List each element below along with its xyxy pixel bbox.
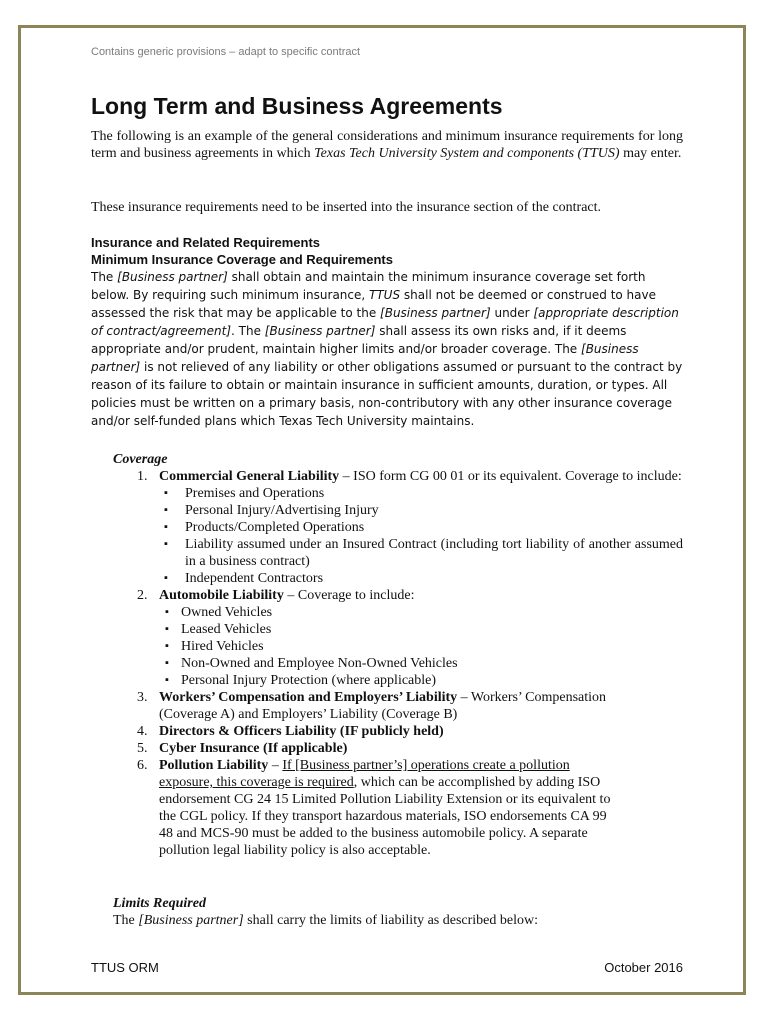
list-item: ▪ Personal Injury/Advertising Injury [159, 502, 683, 519]
list-item: ▪ Liability assumed under an Insured Contract (including tort liability of another assumed in a business contract) [159, 536, 683, 570]
footer-right: October 2016 [604, 960, 683, 975]
header-note: Contains generic provisions – adapt to specific contract [91, 46, 361, 58]
intro-note: These insurance requirements need to be inserted into the insurance section of the contract. [91, 200, 602, 215]
coverage-bullets [159, 485, 683, 587]
coverage-section [113, 451, 683, 859]
limits-heading: Limits Required [113, 896, 206, 911]
section-heading-insurance: Insurance and Related Requirements [91, 235, 321, 250]
list-item: ▪ Personal Injury Protection (where applicable) [159, 672, 683, 689]
list-item: ▪ Non-Owned and Employee Non-Owned Vehicles [159, 655, 683, 672]
section-heading-minimum: Minimum Insurance Coverage and Requirements [91, 252, 393, 267]
footer-left: TTUS ORM [91, 960, 159, 975]
coverage-item: 2. Automobile Liability – Coverage to include: ▪ Owned Vehicles ▪ Leased Vehicles ▪ Hired Vehicles ▪ Non-Owned and Employee Non-Owned Vehicles ▪ Personal Injury Protection (where applicable) [113, 587, 683, 689]
requirements-paragraph: The [Business partner] shall obtain and maintain the minimum insurance coverage set forth below. By requiring such minimum insurance, TTUS shall not be deemed or construed to have assessed the risk that may be applicable to the [Business partner] under [appropriate description of contract/agreement]. The [Business partner] shall assess its own risks and, if it deems appropriate and/or prudent, maintain higher limits and/or broader coverage. The [Business partner] is not relieved of any liability or other obligations assumed or pursuant to the contract by reason of its failure to obtain or maintain insurance in sufficient amounts, duration, or types. All policies must be written on a primary basis, non-contributory with any other insurance coverage and/or self-funded plans which Texas Tech University maintains. [91, 270, 683, 428]
coverage-item: 5. Cyber Insurance (If applicable) [137, 741, 348, 756]
limits-section [113, 895, 683, 929]
list-item: ▪ Owned Vehicles [159, 604, 683, 621]
coverage-item: 6. Pollution Liability – If [Business partner’s] operations create a pollution exposure, this coverage is required, which can be accomplished by adding ISO endorsement CG 24 15 Limited Pollution Liability Extension or its equivalent to the CGL policy. If they transport hazardous materials, ISO endorsements CA 99 48 and MCS-90 must be added to the business automobile policy. A separate pollution legal liability policy is also acceptable. [137, 758, 611, 858]
intro-paragraph: The following is an example of the general considerations and minimum insurance requirements for long term and business agreements in which Texas Tech University System and components (TTUS) may enter. [91, 129, 683, 161]
document-page [91, 0, 683, 1024]
list-item: ▪ Independent Contractors [159, 570, 683, 587]
coverage-item: 4. Directors & Officers Liability (IF publicly held) [137, 724, 444, 739]
list-item: ▪ Leased Vehicles [159, 621, 683, 638]
coverage-list [113, 468, 683, 859]
coverage-item: 3. Workers’ Compensation and Employers’ Liability – Workers’ Compensation (Coverage A) and Employers’ Liability (Coverage B) [137, 690, 607, 722]
coverage-item: 1. Commercial General Liability – ISO form CG 00 01 or its equivalent. Coverage to include: ▪ Premises and Operations ▪ Personal Injury/Advertising Injury ▪ Products/Completed Operations ▪ Liability assumed under an Insured Contract (including tort liability of another assumed in a business contract) ▪ Independent Contractors [113, 468, 683, 587]
list-item: ▪ Hired Vehicles [159, 638, 683, 655]
list-item: ▪ Premises and Operations [159, 485, 683, 502]
coverage-heading: Coverage [113, 452, 168, 467]
document-title: Long Term and Business Agreements [91, 93, 503, 119]
list-item: ▪ Products/Completed Operations [159, 519, 683, 536]
coverage-bullets [159, 604, 683, 689]
limits-text: The [Business partner] shall carry the limits of liability as described below: [113, 913, 538, 928]
